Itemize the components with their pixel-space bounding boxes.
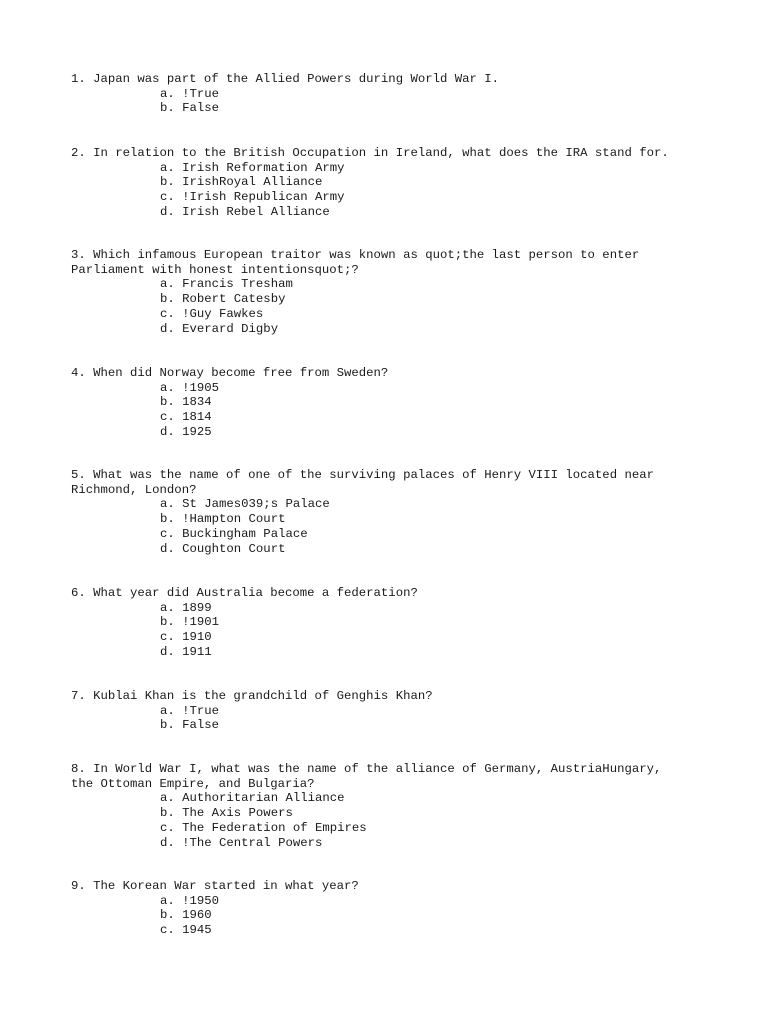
option-list <box>71 894 711 938</box>
question-text: 9. The Korean War started in what year? <box>71 879 359 893</box>
option-list <box>71 791 711 850</box>
option-a: a. Authoritarian Alliance <box>160 791 345 806</box>
option-b: b. Robert Catesby <box>160 292 286 307</box>
option-list <box>71 497 711 556</box>
question-7 <box>71 689 711 733</box>
option-b: b. False <box>160 101 220 116</box>
question-text: 3. Which infamous European traitor was known as quot;the last person to enter Parliament with honest intentionsquot;? <box>71 248 640 277</box>
option-a: a. !True <box>160 86 220 101</box>
question-text: 7. Kublai Khan is the grandchild of Genghis Khan? <box>71 689 433 703</box>
option-c: c. !Guy Fawkes <box>160 306 264 321</box>
question-text: 8. In World War I, what was the name of the alliance of Germany, AustriaHungary, the Ottoman Empire, and Bulgaria? <box>71 762 662 791</box>
option-a: a. St James039;s Palace <box>160 497 330 512</box>
option-a: a. 1899 <box>160 600 212 615</box>
option-d: d. !The Central Powers <box>160 835 323 850</box>
option-b: b. !1901 <box>160 615 220 630</box>
option-a: a. !1905 <box>160 380 220 395</box>
option-b: b. 1834 <box>160 395 212 410</box>
option-list <box>71 87 711 116</box>
option-a: a. !True <box>160 703 220 718</box>
option-b: b. 1960 <box>160 908 212 923</box>
option-b: b. IrishRoyal Alliance <box>160 175 323 190</box>
option-c: c. 1910 <box>160 630 212 645</box>
option-d: d. Irish Rebel Alliance <box>160 204 330 219</box>
question-text: 5. What was the name of one of the surviving palaces of Henry VIII located near Richmond, London? <box>71 468 654 497</box>
question-text: 4. When did Norway become free from Sweden? <box>71 366 389 380</box>
question-9 <box>71 879 711 938</box>
option-list <box>71 601 711 660</box>
question-text: 6. What year did Australia become a federation? <box>71 586 418 600</box>
option-list <box>71 381 711 440</box>
option-a: a. Francis Tresham <box>160 277 293 292</box>
option-b: b. The Axis Powers <box>160 806 293 821</box>
question-5 <box>71 468 711 556</box>
option-d: d. 1911 <box>160 644 212 659</box>
option-list <box>71 277 711 336</box>
question-text: 2. In relation to the British Occupation in Ireland, what does the IRA stand for. <box>71 146 669 160</box>
option-list <box>71 704 711 733</box>
question-1 <box>71 72 711 116</box>
option-b: b. !Hampton Court <box>160 512 286 527</box>
question-6 <box>71 586 711 660</box>
question-text: 1. Japan was part of the Allied Powers during World War I. <box>71 72 500 86</box>
option-d: d. 1925 <box>160 424 212 439</box>
question-3 <box>71 248 711 336</box>
option-c: c. !Irish Republican Army <box>160 190 345 205</box>
question-4 <box>71 366 711 440</box>
option-d: d. Everard Digby <box>160 321 279 336</box>
option-list <box>71 161 711 220</box>
option-a: a. Irish Reformation Army <box>160 160 345 175</box>
option-c: c. 1814 <box>160 410 212 425</box>
option-c: c. The Federation of Empires <box>160 820 367 835</box>
option-a: a. !1950 <box>160 893 220 908</box>
option-d: d. Coughton Court <box>160 541 286 556</box>
option-c: c. 1945 <box>160 923 212 938</box>
question-8 <box>71 762 711 850</box>
question-2 <box>71 146 711 220</box>
option-c: c. Buckingham Palace <box>160 526 308 541</box>
option-b: b. False <box>160 718 220 733</box>
